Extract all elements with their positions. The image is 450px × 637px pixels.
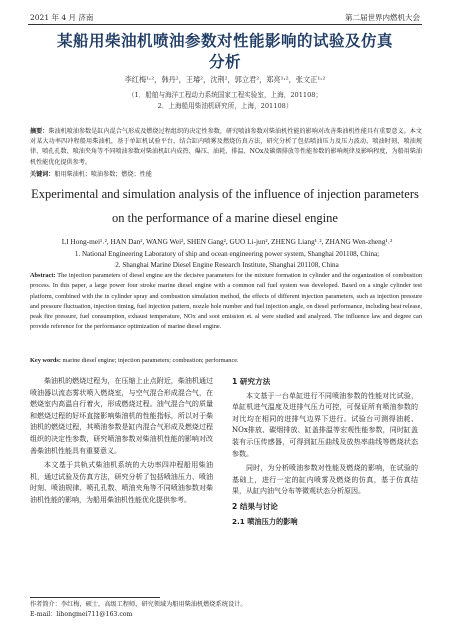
- abstract-english: [30, 271, 422, 333]
- affiliation-cn-1: （1．船舶与海洋工程动力系统国家工程实验室，上海，201108；: [127, 91, 323, 99]
- running-header-conference: 第二届世界内燃机大会: [345, 13, 420, 22]
- author-footnote: [30, 600, 422, 619]
- header-rule: [28, 24, 422, 25]
- section-heading-results: 2 结果与讨论: [232, 501, 278, 511]
- paper-title-english: [20, 182, 430, 230]
- keywords-cn-text: 船用柴油机；喷油参数；燃烧；性能: [54, 171, 152, 178]
- abstract-cn-label: 摘要：: [30, 128, 49, 135]
- section-heading-methods: 1 研究方法: [232, 377, 271, 386]
- abstract-en-text: The injection parameters of diesel engine are the decisive parameters for the mixture formation in cylinder and the organization of combustion process. In this paper, a large power four stroke marine diesel engine with a common rail fuel system was developed. Based on a single cylinder test platform, combined with the in cylinder spray and combustion simulation method, the effects of different injection parameters, such as injection pressure and pressure fluctuation, injection timing, fuel injection pattern, nozzle hole number and fuel injection angle, on diesel performance, including heat release, peak fire pressure, fuel consumption, exhaust temperature, NOx and soot emission et. al were studied and analyzed. The influence law and degree can provide reference for the performance optimization of marine diesel engine.: [30, 272, 422, 331]
- paper-title-chinese: [20, 31, 430, 73]
- authors-english: LI Hong-mei¹˒², HAN Dan², WANG Wei², SHEN Gang², GUO Li-jun², ZHENG Liang¹˒², ZHANG Wen-zheng¹˒²: [61, 237, 393, 246]
- body-paragraph: 本文基于一台单缸进行不同喷油参数的性能对比试验，单缸机进气温度及进排气压力可控，可保证所有喷油参数的对比均在相同的进排气边界下进行。试验台可测得油耗、NOx排放、碳烟排放、缸盖排温等宏观性能参数，同时缸盖装有示压传感器，可得到缸压曲线及放热率曲线等燃烧状态参数。: [232, 391, 418, 458]
- keywords-cn-label: 关键词：: [30, 171, 55, 178]
- title-cn-line-1: 某船用柴油机喷油参数对性能影响的试验及仿真: [56, 32, 393, 50]
- keywords-en-text: marine diesel engine; injection parameters; combustion; performance.: [62, 357, 239, 364]
- body-paragraph: 柴油机的燃烧过程为，在压缩上止点附近，柴油机通过喷油器以流态雾状喷入燃烧室，与空气混合形成混合气，在燃烧室内高温自行着火，形成燃烧过程。油气混合气的质量和燃烧过程的好坏直接影响柴油机的性能指标，所以对于柴油机的燃烧过程，其喷油参数是缸内混合气形成及燃烧过程组织的决定性参数，研究喷油参数对柴油机性能的影响对改善柴油机性能具有重要意义。: [30, 377, 213, 455]
- affiliation-cn-2: 2．上海船用柴油机研究所，上海，201108）: [157, 102, 293, 110]
- body-column-right: [232, 376, 418, 527]
- affiliation-en-1: 1. National Engineering Laboratory of ship and ocean engineering power system, Shanghai 201108, China;: [74, 250, 380, 258]
- title-en-line-1: Experimental and simulation analysis of the influence of injection parameters: [31, 187, 419, 201]
- abstract-cn-text: 柴油机喷油参数是缸内混合气形成及燃烧过程组织的决定性参数，研究喷油参数对柴油机性能的影响对改善柴油机性能具有重要意义。本文对某大功率四冲程船用柴油机，基于单缸机试验平台，结合缸内喷雾及燃烧仿真方法，研究分析了包括喷油压力及压力波动、喷油时刻、喷油规律、喷孔孔数、喷油夹角等不同喷油参数对柴油机缸内成热、爆压、油耗、排温、NOx及碳烟排放等性能参数的影响规律及影响程度，为船用柴油机性能优化提供参考。: [30, 128, 423, 166]
- keywords-en-label: Key words:: [30, 357, 61, 364]
- footnote-author-bio: 作者简介：李红梅，硕士，高级工程师，研究领域为船用柴油机燃烧系统设计。: [30, 601, 247, 608]
- affiliations-chinese: [20, 90, 430, 112]
- title-cn-line-2: 分析: [208, 53, 241, 71]
- abstract-chinese: [30, 127, 422, 168]
- keywords-chinese: [30, 169, 422, 178]
- subsection-heading-injection-pressure: 2.1 喷油压力的影响: [232, 516, 298, 526]
- body-paragraph: 同时，为分析喷油参数对性能及燃烧的影响，在试验的基础上，进行一定的缸内喷雾及燃烧的仿真，基于仿真结果，从缸内油气分布等微观状态分析原因。: [232, 464, 418, 496]
- title-en-line-2: on the performance of a marine diesel engine: [112, 211, 338, 225]
- footnote-email: E-mail：lihongmei711@163.com: [30, 610, 133, 618]
- footnote-rule: [30, 597, 160, 598]
- abstract-en-label: Abstract:: [30, 272, 56, 279]
- running-header-date: 2021 年 4 月 济南: [30, 13, 94, 22]
- authors-chinese: 李红梅¹˒²，韩丹²，王璿²，沈荆²，郭立君²，郑亮¹˒²，张文正¹˒²: [124, 75, 326, 84]
- body-paragraph: 本文基于共轨式柴油机系统的大功率四冲程船用柴油机，通过试验及仿真方法，研究分析了包括喷油压力、喷油时刻、喷油规律、喷孔孔数、喷油夹角等不同喷油参数对柴油机性能的影响，为船用柴油机性能优化提供参考。: [30, 461, 213, 504]
- affiliations-english: [32, 249, 422, 270]
- affiliation-en-2: 2. Shanghai Marine Diesel Engine Research Institute, Shanghai 201108, China: [115, 260, 339, 269]
- keywords-english: [30, 357, 422, 364]
- body-column-left: [30, 376, 213, 507]
